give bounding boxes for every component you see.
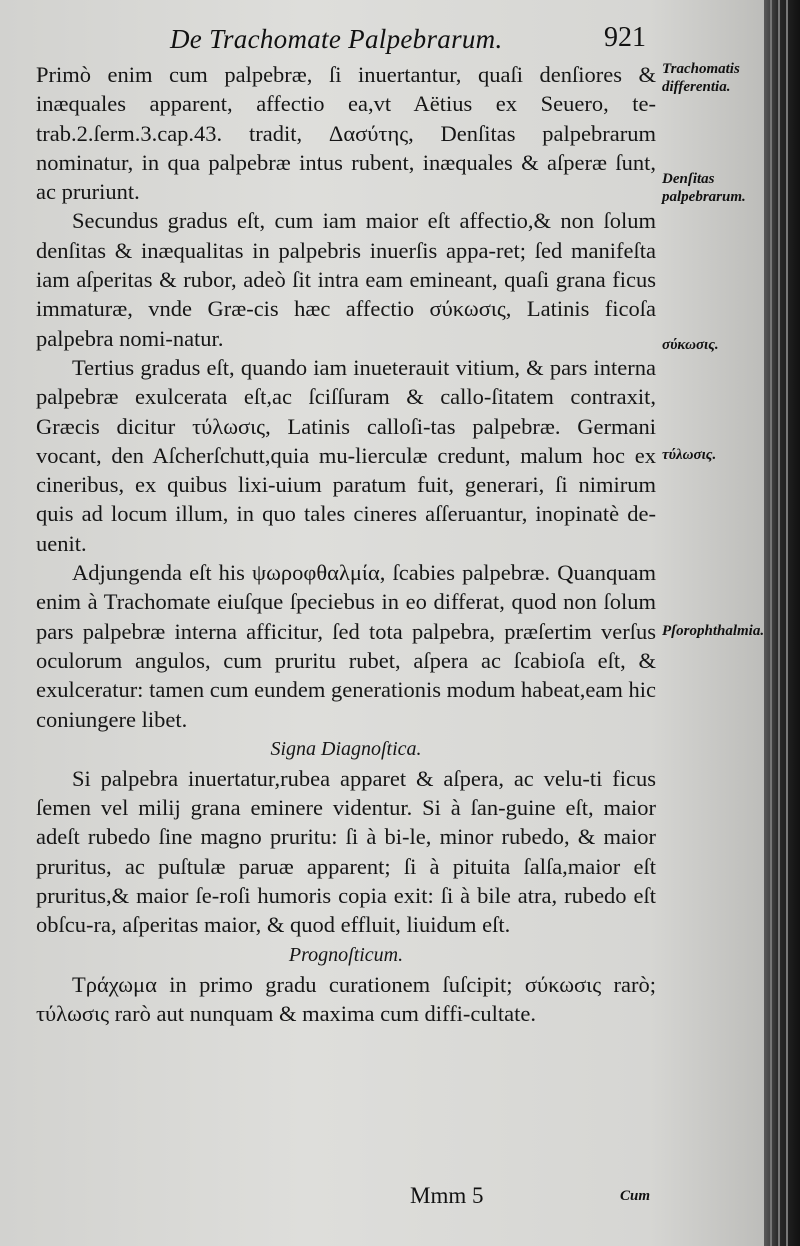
subheading-diagnostic: Signa Diagnoſtica. (270, 737, 422, 760)
paragraph-primo: Primò enim cum palpebræ, ſi inuertantur, quaſi denſiores & inæquales apparent, affectio ea,vt Aëtius ex Seuero, te-trab.2.ſerm.3.cap.43. tradit, Δασύτης, Denſitas palpebrarum nominatur, in qua palpebræ intus rubent, inæquales & aſperæ ſunt, ac pruriunt. (36, 62, 656, 205)
margin-note-densitas: Denſitas palpebrarum. (662, 171, 746, 205)
subheading-prognostic: Prognoſticum. (288, 943, 404, 966)
catchword: Cum (620, 1188, 651, 1204)
margin-note-trachomatis: Trachomatis differentia. (662, 61, 740, 95)
page-edge-line (778, 0, 780, 1246)
paragraph-diagnostic: Si palpebra inuertatur,rubea apparet & aſpera, ac velu-ti ficus ſemen vel milij grana eminere videntur. Si à ſan-guine eſt, maior adeſt rubedo ſine magno pruritu: ſi à bi-le, minor rubedo, & maior pruritus, ac puſtulæ paruæ apparent; ſi à pituita ſalſa,maior eſt pruritus,& maior ſe-roſi humoris copia exit: ſi à bile atra, rubedo eſt obſcu-ra, aſperitas maior, & quod effluit, liuidum eſt. (36, 765, 656, 938)
book-edge (764, 0, 800, 1246)
paragraph-prognostic: Τράχωμα in primo gradu curationem ſuſcipit; σύκωσις rarò; τύλωσις rarò aut nunquam & maxima cum diffi-cultate. (36, 971, 656, 1026)
page-edge-line (786, 0, 788, 1246)
page-edge-line (770, 0, 772, 1246)
signature-mark: Mmm 5 (410, 1183, 484, 1208)
running-title: De Trachomate Palpebrarum. (170, 24, 503, 54)
page-number: 921 (604, 22, 646, 53)
paragraph-secundus: Secundus gradus eſt, cum iam maior eſt affectio,& non ſolum denſitas & inæqualitas in palpebris inuerſis appa-ret; ſed manifeſta iam aſperitas & rubor, adeò ſit intra eam emineant, quaſi grana ficus immaturæ, vnde Græ-cis hæc affectio σύκωσις, Latinis ficoſa palpebra nomi-natur. (36, 208, 656, 351)
body-text (36, 60, 656, 1028)
paragraph-tertius: Tertius gradus eſt, quando iam inueterauit vitium, & pars interna palpebræ exulcerata eſt,ac ſciſſuram & callo-ſitatem contraxit, Græcis dicitur τύλωσις, Latinis calloſi-tas palpebræ. Germani vocant, den Aſcherſchutt,quia mu-lierculæ credunt, malum hoc ex cineribus, ex quibus lixi-uium paratum fuit, generari, ſi nimirum quis ad locum illum, in quo tales cineres aſſeruantur, inopinatè de-uenit. (36, 354, 656, 556)
margin-note-tylosis: τύλωσις. (662, 447, 717, 463)
margin-note-sykosis: σύκωσις. (662, 337, 719, 353)
paragraph-psorophthalmia: Adjungenda eſt his ψωροφθαλμία, ſcabies palpebræ. Quanquam enim à Trachomate eiuſque ſpeciebus in eo differat, quod non ſolum pars palpebræ interna afficitur, ſed tota palpebra, præſertim verſus oculorum angulos, cum pruritu rubet, aſpera ac ſcabioſa eſt, & exulceratur: tamen cum eundem generationis modum habeat,eam hic coniungere libet. (36, 560, 656, 732)
margin-note-psorophthalmia: Pſorophthalmia. (662, 623, 764, 639)
